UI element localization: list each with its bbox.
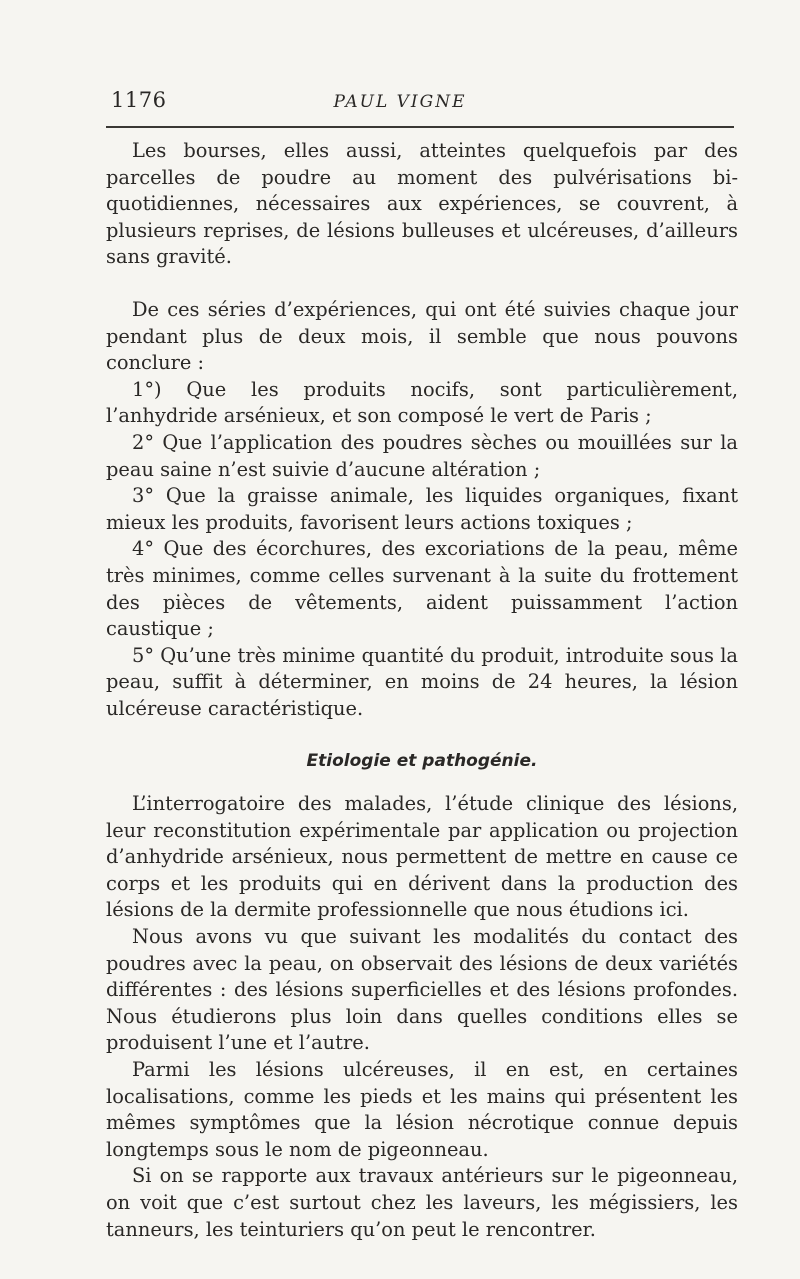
running-title: PAUL VIGNE [333,92,467,112]
list-item: 3° Que la graisse animale, les liquides organiques, fixant mieux les produits, favorisent leurs actions toxiques ; [106,484,738,534]
page-body [106,138,738,1243]
list-item: 4° Que des écorchures, des excoriations de la peau, même très minimes, comme celles survenant à la suite du frottement des pièces de vêtements, aident puissamment l’action caustique ; [106,537,738,641]
paragraph: Les bourses, elles aussi, atteintes quelquefois par des parcelles de poudre au moment des pulvérisations bi-quotidiennes, nécessaires aux expériences, se couvrent, à plusieurs reprises, de lésions bulleuses et ulcéreuses, d’ailleurs sans gravité. [106,139,738,269]
paragraph: Parmi les lésions ulcéreuses, il en est, en certaines localisations, comme les pieds et les mains qui présentent les mêmes symptômes que la lésion nécrotique connue depuis longtemps sous le nom de pigeonneau. [106,1058,738,1161]
section-heading: Etiologie et pathogénie. [306,751,538,772]
paragraph: Si on se rapporte aux travaux antérieurs sur le pigeonneau, on voit que c’est surtout chez les laveurs, les mégissiers, les tanneurs, les teinturiers qu’on peut le rencontrer. [106,1164,738,1241]
page-number: 1176 [111,88,167,112]
list-item: 1°) Que les produits nocifs, sont particulièrement, l’anhydride arsénieux, et son composé le vert de Paris ; [106,377,738,428]
header-rule [106,126,734,128]
list-item: 2° Que l’application des poudres sèches ou mouillées sur la peau saine n’est suivie d’aucune altération ; [106,430,738,481]
list-item: 5° Qu’une très minime quantité du produit, introduite sous la peau, suffit à déterminer, en moins de 24 heures, la lésion ulcéreuse caractéristique. [106,643,738,720]
paragraph: L’interrogatoire des malades, l’étude clinique des lésions, leur reconstitution expérimentale par application ou projection d’anhydride arsénieux, nous permettent de mettre en cause ce corps et les produits qui en dérivent dans la production des lésions de la dermite professionnelle que nous étudions ici. [106,792,738,922]
paragraph: De ces séries d’expériences, qui ont été suivies chaque jour pendant plus de deux mois, il semble que nous pouvons conclure : [106,297,738,375]
paragraph: Nous avons vu que suivant les modalités du contact des poudres avec la peau, on observait des lésions de deux variétés différentes : des lésions superficielles et des lésions profondes. Nous étudierons plus loin dans quelles conditions elles se produisent l’une et l’autre. [106,925,738,1055]
